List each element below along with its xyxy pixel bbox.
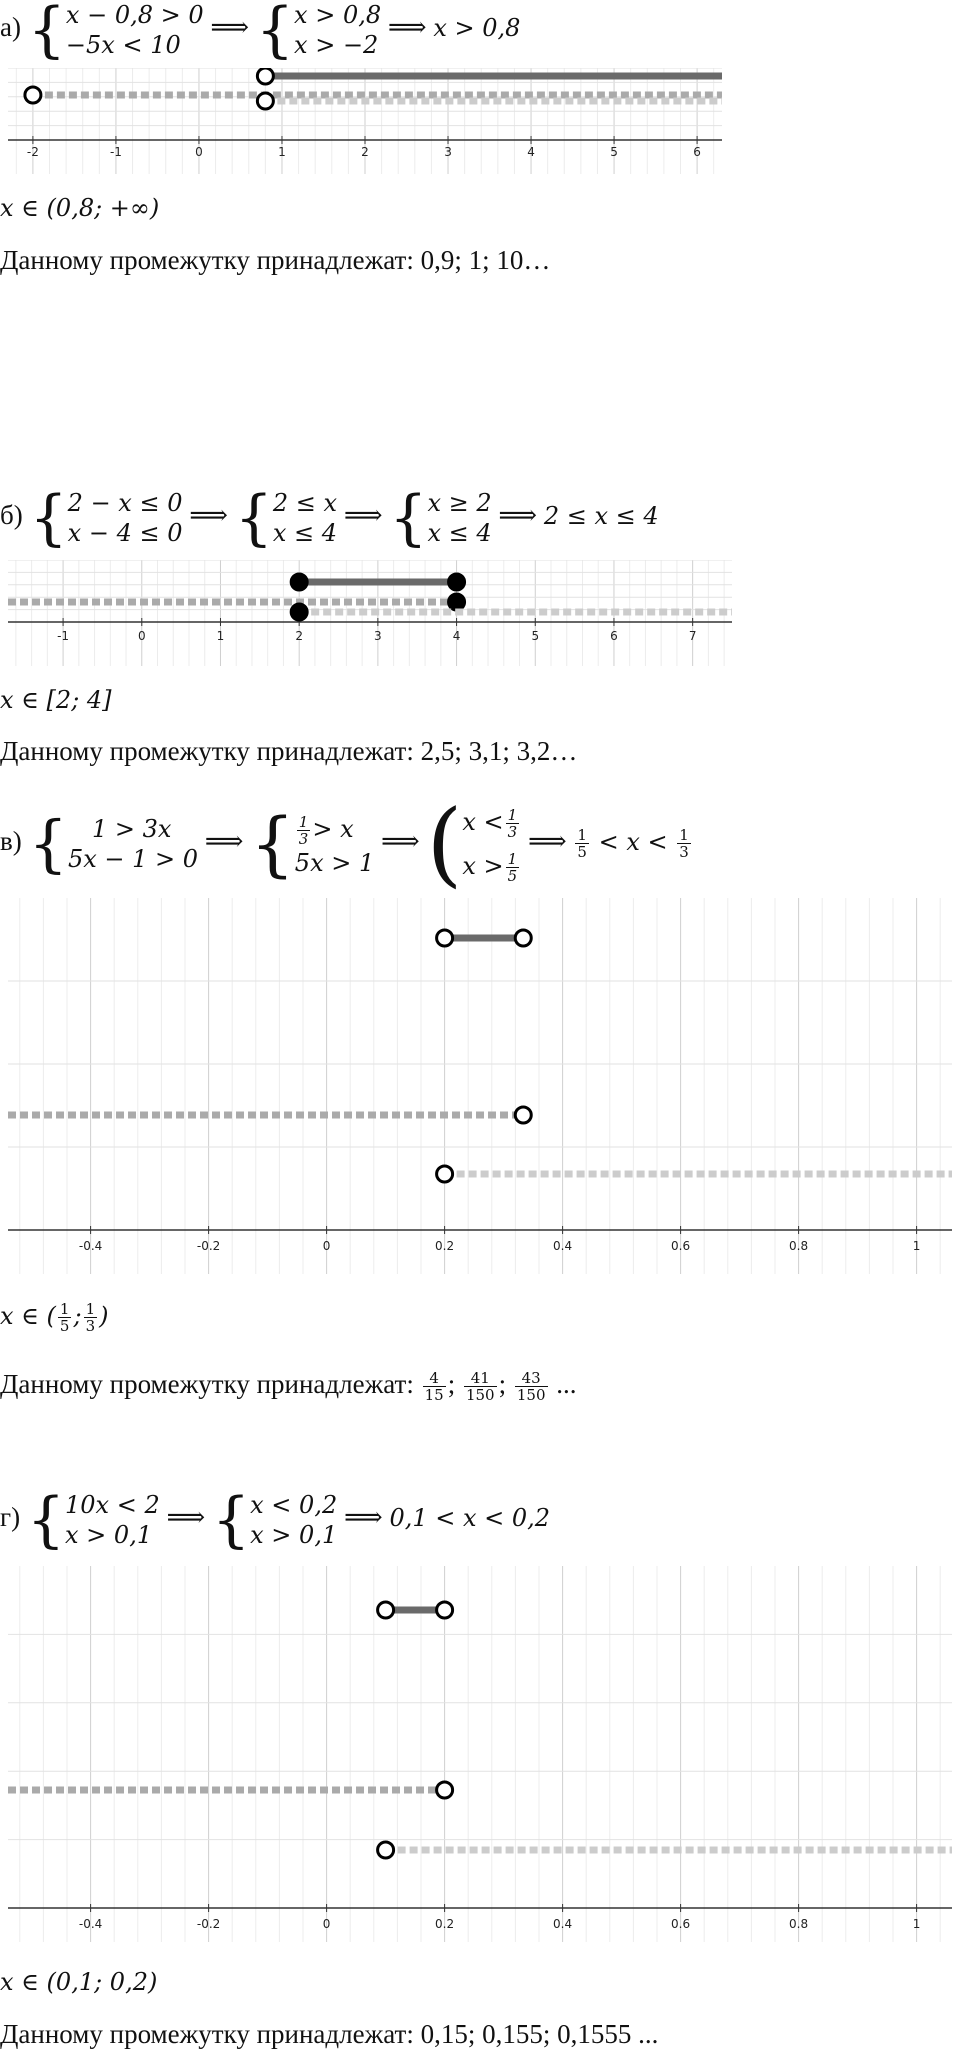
open-endpoint (437, 1166, 453, 1182)
system-v2: { $\frac{1}{3}$ > x 5x > 1 (250, 803, 375, 885)
label-g: г) (0, 1502, 21, 1533)
label-a: а) (0, 12, 21, 43)
system-v1-row1: 1 > 3x (91, 815, 172, 843)
arrow-b2: ⟹ (343, 500, 383, 532)
system-a1-row1: x − 0,8 > 0 (65, 1, 204, 29)
belongs-a: Данному промежутку принадлежат: 0,9; 1; 10… (0, 245, 551, 275)
tick-label: 6 (610, 629, 618, 643)
frac-one-third-b: $\frac{1}{3}$ (507, 806, 518, 841)
tick-label: 3 (374, 629, 382, 643)
answer-b: x ∈ [2; 4] (0, 686, 112, 714)
tick-label: -0.4 (78, 1239, 103, 1253)
system-v1: { 1 > 3x 5x − 1 > 0 (28, 807, 199, 880)
arrow-g1: ⟹ (166, 1502, 206, 1534)
tick-label: 2 (361, 145, 369, 159)
system-b3: { x ≥ 2 x ≤ 4 (389, 483, 492, 553)
belongs-b: Данному промежутку принадлежат: 2,5; 3,1; 3,2… (0, 736, 578, 766)
system-v2-row2: 5x > 1 (294, 849, 375, 877)
system-v1-row2: 5x − 1 > 0 (67, 845, 199, 873)
tick-label: 1 (912, 1917, 921, 1931)
number-line-b (0, 560, 740, 670)
answer-a: x ∈ (0,8; +∞) (0, 194, 160, 222)
number-line-v (0, 898, 960, 1278)
tick-label: 0 (137, 629, 146, 643)
tick-label: 0 (195, 145, 203, 159)
system-b3-row1: x ≥ 2 (427, 489, 492, 517)
result-g: 0,1 < x < 0,2 (389, 1504, 551, 1533)
open-endpoint (257, 93, 273, 109)
arrow-b3: ⟹ (498, 500, 538, 532)
arrow-v3: ⟹ (527, 826, 567, 858)
system-v3-row2: x > $\frac{1}{5}$ (462, 850, 518, 885)
frac-4-15: $\frac{4}{15}$ (424, 1369, 444, 1405)
frac-answer-one-fifth: $\frac{1}{5}$ (59, 1300, 70, 1335)
system-v2-row1: $\frac{1}{3}$ > x (298, 813, 354, 848)
equation-b (0, 483, 659, 553)
open-endpoint (378, 1602, 394, 1618)
tick-label: -2 (26, 145, 39, 159)
tick-label: 5 (531, 629, 540, 643)
open-endpoint (437, 1602, 453, 1618)
arrow-g2: ⟹ (343, 1502, 383, 1534)
closed-endpoint (449, 574, 465, 590)
system-v3: ( x < $\frac{1}{3}$ x > $\frac{1}{5}$ (426, 798, 521, 890)
tick-label: 0 (322, 1917, 331, 1931)
result-b: 2 ≤ x ≤ 4 (543, 502, 659, 531)
frac-one-third-c: $\frac{1}{3}$ (679, 826, 689, 862)
tick-label: -1 (57, 629, 70, 643)
closed-endpoint (291, 604, 307, 620)
tick-label: 1 (912, 1239, 921, 1253)
belongs-v: Данному промежутку принадлежат: $\frac{4}{15}$ ; $\frac{41}{150}$ ; $\frac{43}{150}$ ... (0, 1369, 577, 1405)
arrow-v1: ⟹ (204, 826, 244, 858)
tick-label: 7 (688, 629, 697, 643)
tick-label: 0.8 (789, 1917, 809, 1931)
label-v: в) (0, 826, 22, 857)
open-endpoint (437, 1782, 453, 1798)
tick-label: 0.4 (553, 1917, 573, 1931)
belongs-g: Данному промежутку принадлежат: 0,15; 0,155; 0,1555 ... (0, 2019, 659, 2049)
result-a: x > 0,8 (433, 14, 521, 43)
tick-label: 0.6 (671, 1917, 691, 1931)
arrow-v2: ⟹ (381, 826, 420, 858)
system-a2: { x > 0,8 x > −2 (255, 0, 382, 65)
arrow-a2: ⟹ (387, 12, 427, 44)
system-v3-row1: x < $\frac{1}{3}$ (462, 806, 518, 841)
closed-endpoint (449, 594, 465, 610)
frac-one-fifth-b: $\frac{1}{5}$ (577, 826, 587, 862)
system-b3-row2: x ≤ 4 (427, 519, 492, 547)
tick-label: 3 (444, 145, 452, 159)
tick-label: 5 (610, 145, 618, 159)
open-endpoint (378, 1842, 394, 1858)
tick-label: 0.8 (789, 1239, 809, 1253)
frac-one-fifth-a: $\frac{1}{5}$ (507, 850, 518, 885)
tick-label: 0.6 (671, 1239, 691, 1253)
system-a1: { x − 0,8 > 0 −5x < 10 (27, 0, 204, 65)
grid (8, 1566, 952, 1942)
frac-one-third-a: $\frac{1}{3}$ (298, 813, 309, 848)
grid (8, 898, 952, 1274)
frac-43-150: $\frac{43}{150}$ (516, 1369, 546, 1405)
tick-label: -0.2 (196, 1239, 221, 1253)
tick-label: 1 (216, 629, 225, 643)
number-line-g (0, 1566, 960, 1946)
answer-v: x ∈ ( $\frac{1}{5}$ ; $\frac{1}{3}$ ) (0, 1300, 109, 1335)
tick-label: 4 (527, 145, 535, 159)
system-b1-row2: x − 4 ≤ 0 (67, 519, 183, 547)
system-g1: { 10x < 2 x > 0,1 (26, 1485, 160, 1555)
tick-label: 4 (452, 629, 461, 643)
tick-label: -0.2 (196, 1917, 221, 1931)
system-a2-row1: x > 0,8 (294, 1, 382, 29)
tick-label: -1 (109, 145, 122, 159)
system-b2: { 2 ≤ x x ≤ 4 (234, 483, 338, 553)
system-b1: { 2 − x ≤ 0 x − 4 ≤ 0 (29, 483, 183, 553)
tick-label: 2 (295, 629, 303, 643)
frac-answer-one-third: $\frac{1}{3}$ (85, 1300, 96, 1335)
closed-endpoint (291, 574, 307, 590)
frac-41-150: $\frac{41}{150}$ (465, 1369, 495, 1405)
arrow-b1: ⟹ (189, 500, 228, 532)
system-a1-row2: −5x < 10 (65, 31, 181, 59)
system-g2: { x < 0,2 x > 0,1 (211, 1485, 338, 1555)
system-g2-row2: x > 0,1 (250, 1521, 338, 1549)
tick-label: 0.2 (435, 1917, 455, 1931)
result-v: $\frac{1}{5}$ < x < $\frac{1}{3}$ (577, 826, 689, 862)
equation-v (0, 790, 693, 897)
equation-g (0, 1485, 551, 1555)
label-b: б) (0, 500, 23, 531)
system-g1-row1: 10x < 2 (65, 1491, 160, 1519)
open-endpoint (437, 930, 453, 946)
open-endpoint (257, 68, 273, 84)
system-b2-row1: 2 ≤ x (272, 489, 338, 517)
tick-label: 1 (278, 145, 286, 159)
tick-label: -0.4 (78, 1917, 103, 1931)
number-line-a (0, 68, 730, 178)
open-endpoint (515, 930, 531, 946)
open-endpoint (25, 87, 41, 103)
equation-a (0, 0, 521, 65)
tick-label: 0 (322, 1239, 331, 1253)
tick-label: 0.4 (553, 1239, 573, 1253)
open-endpoint (515, 1107, 531, 1123)
arrow-a1: ⟹ (210, 12, 250, 44)
system-a2-row2: x > −2 (294, 31, 379, 59)
system-b1-row1: 2 − x ≤ 0 (67, 489, 183, 517)
tick-label: 0.2 (435, 1239, 455, 1253)
answer-g: x ∈ (0,1; 0,2) (0, 1968, 158, 1996)
tick-label: 6 (693, 145, 701, 159)
system-b2-row2: x ≤ 4 (272, 519, 338, 547)
system-g1-row2: x > 0,1 (65, 1521, 153, 1549)
system-g2-row1: x < 0,2 (250, 1491, 338, 1519)
